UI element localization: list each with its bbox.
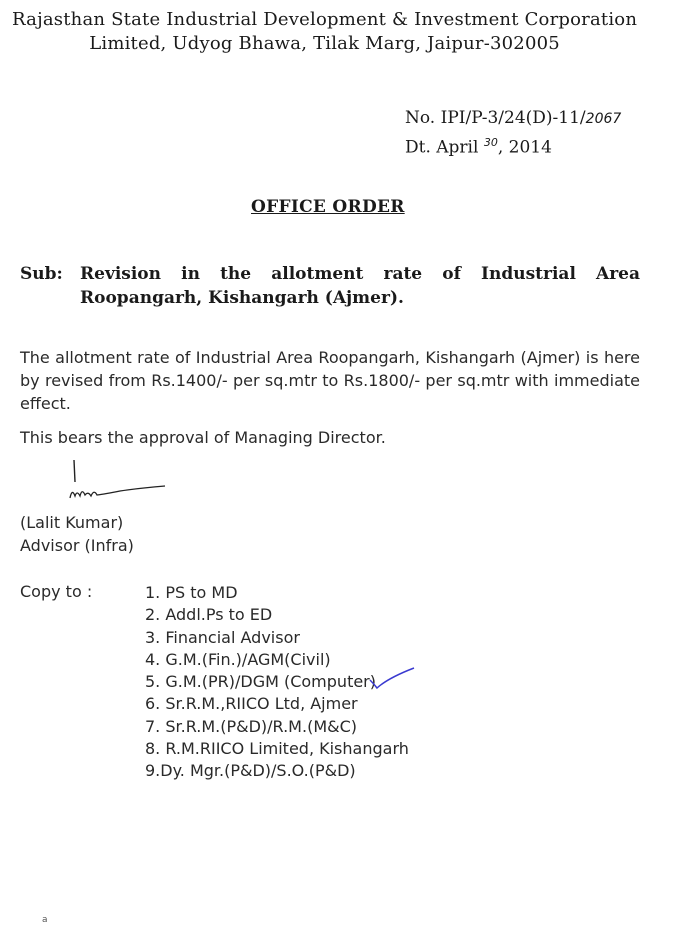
reference-date-suffix: , 2014 xyxy=(497,137,552,158)
copy-to-item: 1. PS to MD xyxy=(145,583,238,602)
copy-to-item: 6. Sr.R.M.,RIICO Ltd, Ajmer xyxy=(145,694,358,714)
signatory-block xyxy=(20,511,134,557)
document-title: OFFICE ORDER xyxy=(251,197,405,217)
subject-label: Sub: xyxy=(20,264,63,284)
reference-date xyxy=(405,131,621,160)
footer-mark: a xyxy=(42,915,48,925)
letterhead xyxy=(12,8,637,56)
copy-to-item: 3. Financial Advisor xyxy=(145,627,300,647)
reference-block xyxy=(405,107,621,160)
handwritten-check-mark xyxy=(368,666,416,690)
reference-date-day-handwritten: 30 xyxy=(483,136,498,149)
handwritten-signature xyxy=(60,458,180,508)
signatory-designation: Advisor (Infra) xyxy=(20,536,134,555)
reference-date-prefix: Dt. April xyxy=(405,137,484,158)
copy-to-item: 9.Dy. Mgr.(P&D)/S.O.(P&D) xyxy=(145,761,356,781)
copy-to-item: 2. Addl.Ps to ED xyxy=(145,605,273,625)
body-paragraph: The allotment rate of Industrial Area Roopangarh, Kishangarh (Ajmer) is here by revised from Rs.1400/- per sq.mtr to Rs.1800/- per sq.mtr with immediate effect. xyxy=(20,348,640,413)
letterhead-org-name: Rajasthan State Industrial Development & Investment Corporation xyxy=(12,9,638,30)
reference-number-prefix: No. IPI/P-3/24(D)-11/ xyxy=(405,108,586,128)
copy-to-item: 7. Sr.R.M.(P&D)/R.M.(M&C) xyxy=(145,716,358,736)
copy-to-label: Copy to : xyxy=(20,582,93,601)
approval-line: This bears the approval of Managing Director. xyxy=(20,428,386,447)
reference-number-handwritten: 2067 xyxy=(585,111,622,127)
subject-text: Revision in the allotment rate of Industrial Area Roopangarh, Kishangarh (Ajmer). xyxy=(80,264,640,308)
letterhead-address: Limited, Udyog Bhawa, Tilak Marg, Jaipur-302005 xyxy=(89,33,560,54)
copy-to-item: 4. G.M.(Fin.)/AGM(Civil) xyxy=(145,649,331,669)
signatory-name: (Lalit Kumar) xyxy=(20,513,124,532)
copy-to-item: 5. G.M.(PR)/DGM (Computer) xyxy=(145,672,376,692)
reference-number xyxy=(405,107,621,131)
copy-to-item: 8. R.M.RIICO Limited, Kishangarh xyxy=(145,739,409,759)
